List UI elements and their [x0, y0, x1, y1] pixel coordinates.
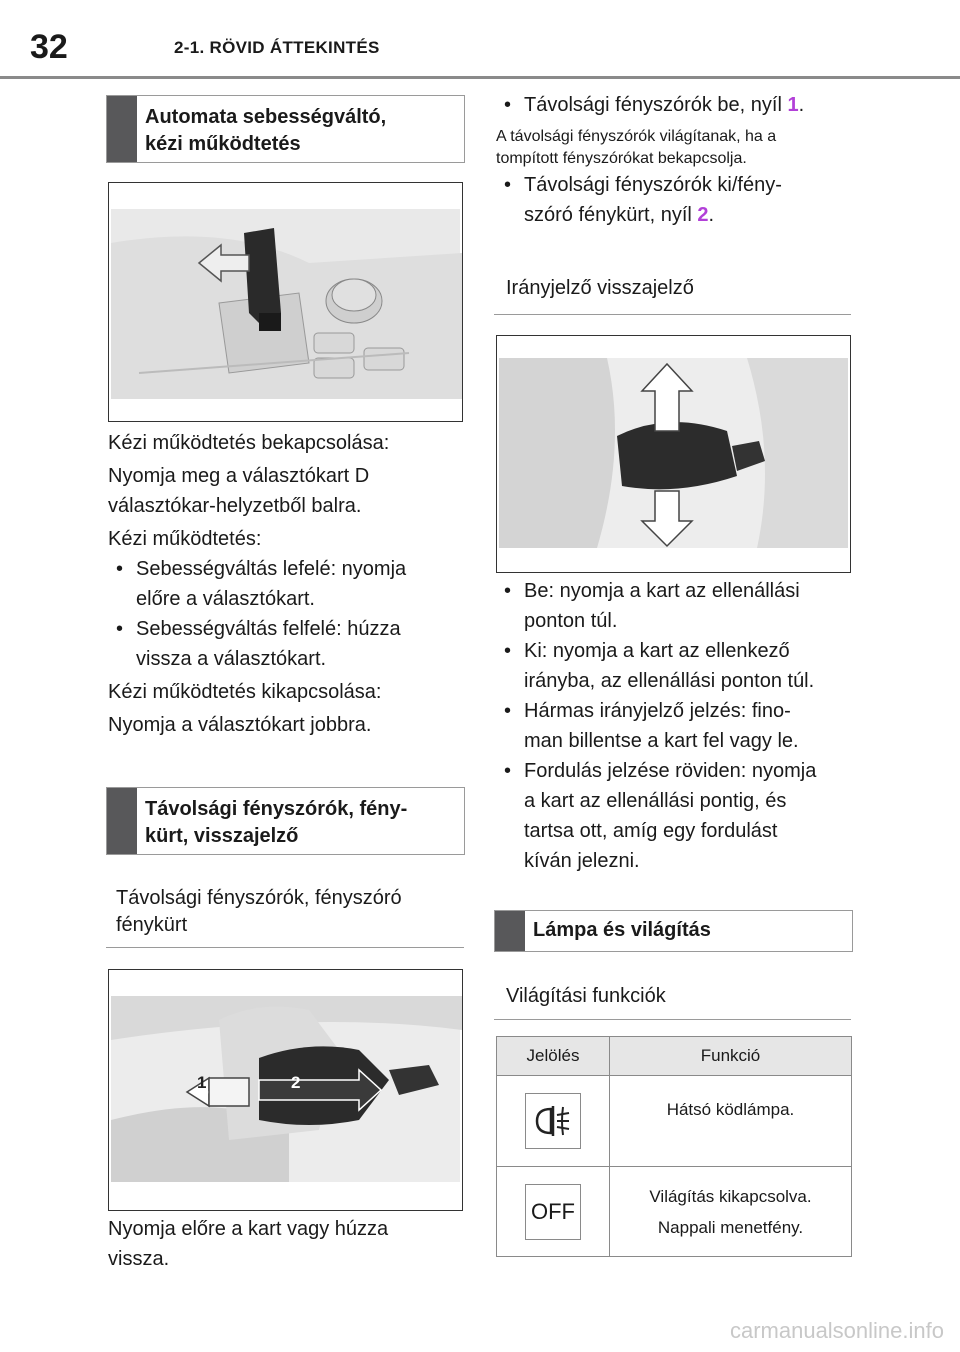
subheading-high-beam: Távolsági fényszórók, fényszóró fénykürt — [116, 887, 402, 936]
arrow-ref-2: 2 — [697, 204, 709, 226]
function-cell: Hátsó ködlámpa. — [610, 1076, 852, 1167]
subheading-lighting-functions: Világítási funkciók — [506, 985, 666, 1007]
manual-mode-text: Kézi működtetés bekapcsolása: Nyomja meg a választókart D választókar-helyzetből balra. Kézi működtetés: • Sebességváltás lefelé: nyomja előre a választókart. • Sebességváltás felfelé: húzza vissza a választókart. Kézi működtetés kikapcsolása: Nyomja a választókart jobbra. — [108, 428, 468, 740]
list-item: • Sebességváltás lefelé: nyomja előre a választókart. — [116, 558, 407, 610]
table-row — [497, 1167, 852, 1257]
high-beam-text — [496, 90, 856, 230]
column-header-symbol: Jelölés — [497, 1037, 610, 1076]
list-item: • Távolsági fényszórók ki/fény- szóró fénykürt, nyíl 2. — [504, 174, 782, 226]
page-number: 32 — [30, 28, 68, 66]
high-beam-note: A távolsági fényszórók világítanak, ha a tompított fényszórókat bekapcsolja. — [496, 128, 777, 167]
table-header-row — [497, 1037, 852, 1076]
gear-selector-illustration — [108, 182, 463, 422]
subheading-rule — [494, 1019, 851, 1020]
turn-signal-text — [496, 576, 858, 876]
function-cell: Világítás kikapcsolva. Nappali menetfény. — [610, 1167, 852, 1257]
list-item: • Sebességváltás felfelé: húzza vissza a választókart. — [116, 618, 401, 670]
rear-fog-lamp-icon — [525, 1093, 581, 1149]
section-accent-bar — [107, 788, 137, 854]
symbol-cell — [497, 1076, 610, 1167]
watermark: carmanualsonline.info — [729, 1318, 944, 1343]
subheading-rule — [106, 947, 464, 948]
section-title: Lámpa és világítás — [533, 919, 711, 941]
section-heading-headlights — [106, 787, 465, 855]
section-title: Automata sebességváltó, kézi működtetés — [145, 106, 387, 155]
lever-instruction: Nyomja előre a kart vagy húzza vissza. — [108, 1218, 389, 1270]
list-item: • Hármas irányjelző jelzés: fino- man billentse a kart fel vagy le. — [504, 700, 799, 752]
list-item: • Be: nyomja a kart az ellenállási ponton túl. — [504, 580, 800, 632]
section-accent-bar — [495, 911, 525, 951]
arrow-ref-1: 1 — [787, 94, 799, 116]
symbol-cell — [497, 1167, 610, 1257]
lighting-functions-table — [496, 1036, 852, 1257]
section-heading-gear — [106, 95, 465, 163]
list-item: • Ki: nyomja a kart az ellenkező irányba, az ellenállási ponton túl. — [504, 640, 815, 692]
chapter-title: 2-1. RÖVID ÁTTEKINTÉS — [174, 38, 380, 57]
arrow-label-1: 1 — [197, 1073, 207, 1092]
subheading-indicator: Irányjelző visszajelző — [506, 277, 694, 299]
arrow-label-2: 2 — [291, 1073, 301, 1092]
lights-off-icon: OFF — [525, 1184, 581, 1240]
header-rule — [0, 76, 960, 79]
table-row — [497, 1076, 852, 1167]
section-accent-bar — [107, 96, 137, 162]
section-title: Távolsági fényszórók, fény- kürt, visszajelző — [145, 798, 408, 847]
list-item: • Távolsági fényszórók be, nyíl 1. — [504, 94, 805, 116]
turn-signal-lever-illustration — [496, 335, 851, 573]
subheading-rule — [494, 314, 851, 315]
high-beam-lever-illustration — [108, 969, 463, 1211]
section-heading-lighting — [494, 910, 853, 952]
column-header-function: Funkció — [610, 1037, 852, 1076]
list-item: • Fordulás jelzése röviden: nyomja a kart az ellenállási pontig, és tartsa ott, amíg egy fordulást kíván jelezni. — [504, 760, 817, 872]
